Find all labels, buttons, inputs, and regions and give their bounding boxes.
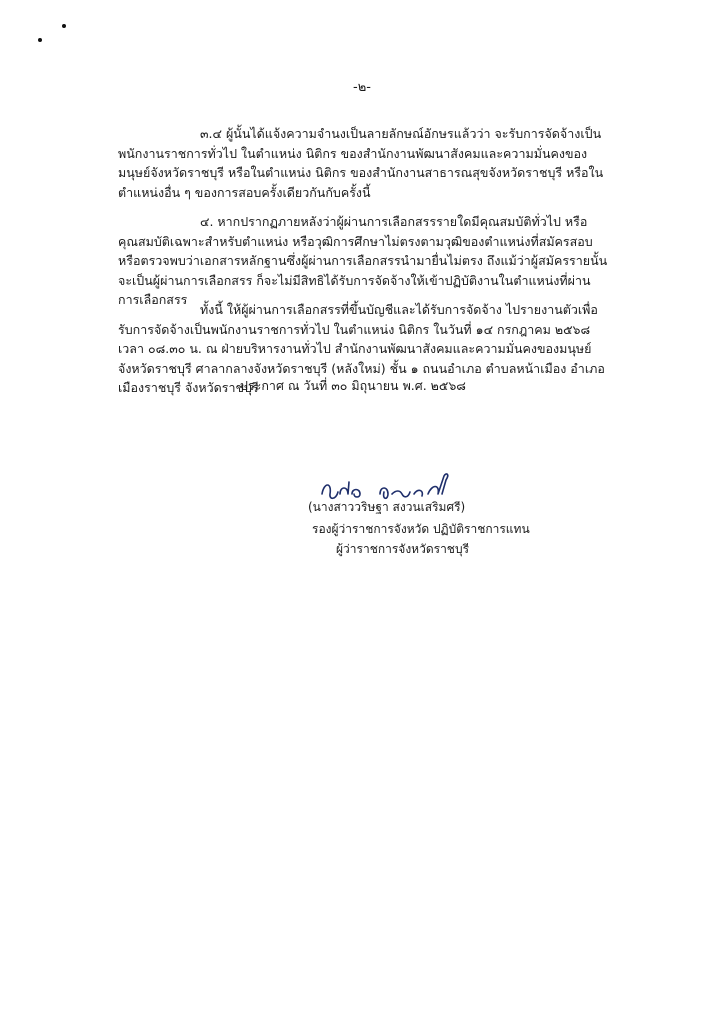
signatory-position-governor: ผู้ว่าราชการจังหวัดราชบุรี <box>336 542 470 556</box>
scan-speck <box>62 24 66 28</box>
scan-speck <box>38 38 42 42</box>
page-number: -๒- <box>353 80 371 95</box>
clause-3-4 <box>118 124 610 202</box>
signatory-name: (นางสาววริษฐา สงวนเสริมศรี) <box>308 500 466 514</box>
announcement-date: ประกาศ ณ วันที่ ๓๐ มิถุนายน พ.ศ. ๒๕๖๘ <box>240 378 466 393</box>
clause-4-text: ๔. หากปรากฏภายหลังว่าผู้ผ่านการเลือกสรรรายใดมีคุณสมบัติทั่วไป หรือคุณสมบัติเฉพาะสำหรับตำแหน่ง หรือวุฒิการศึกษาไม่ตรงตามวุฒิของตำแหน่งที่สมัครสอบ หรือตรวจพบว่าเอกสารหลักฐานซึ่งผู้ผ่านการเลือกสรรนำมายื่นไม่ตรง ถึงแม้ว่าผู้สมัครรายนั้นจะเป็นผู้ผ่านการเลือกสรร ก็จะไม่มีสิทธิได้รับการจัดจ้างให้เข้าปฏิบัติงานในตำแหน่งที่ผ่านการเลือกสรร <box>118 214 608 308</box>
clause-3-4-text: ๓.๔ ผู้นั้นได้แจ้งความจำนงเป็นลายลักษณ์อักษรแล้วว่า จะรับการจัดจ้างเป็นพนักงานราชการทั่วไป ในตำแหน่ง นิติกร ของสำนักงานพัฒนาสังคมและความมั่นคงของมนุษย์จังหวัดราชบุรี หรือในตำแหน่ง นิติกร ของสำนักงานสาธารณสุขจังหวัดราชบุรี หรือในตำแหน่งอื่น ๆ ของการสอบครั้งเดียวกันกับครั้งนี้ <box>118 126 604 200</box>
reporting-instructions-text: ทั้งนี้ ให้ผู้ผ่านการเลือกสรรที่ขึ้นบัญชีและได้รับการจัดจ้าง ไปรายงานตัวเพื่อรับการจัดจ้างเป็นพนักงานราชการทั่วไป ในตำแหน่ง นิติกร ในวันที่ ๑๔ กรกฎาคม ๒๕๖๘ เวลา ๐๘.๓๐ น. ณ ฝ่ายบริหารงานทั่วไป สำนักงานพัฒนาสังคมและความมั่นคงของมนุษย์จังหวัดราชบุรี ศาลากลางจังหวัดราชบุรี (หลังใหม่) ชั้น ๑ ถนนอำเภอ ตำบลหน้าเมือง อำเภอเมืองราชบุรี จังหวัดราชบุรี <box>118 302 605 396</box>
clause-4 <box>118 212 610 310</box>
signatory-position: รองผู้ว่าราชการจังหวัด ปฏิบัติราชการแทน <box>312 522 530 536</box>
